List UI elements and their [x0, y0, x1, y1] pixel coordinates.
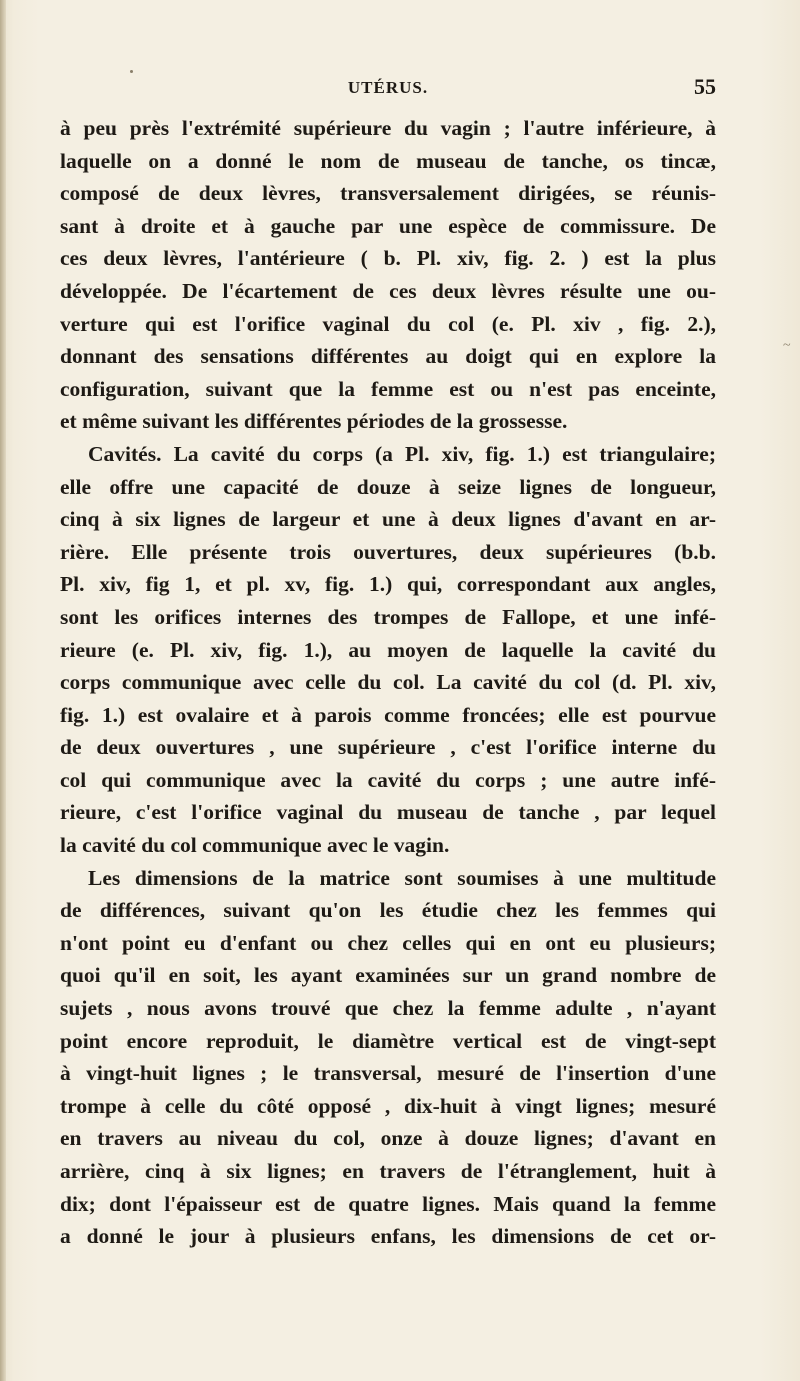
page-gutter	[0, 0, 6, 1381]
text-line: fig. 1.) est ovalaire et à parois comme froncées; elle est pourvue	[60, 702, 716, 727]
text-line: laquelle on a donné le nom de museau de tanche, os tincæ,	[60, 148, 716, 173]
text-line: rieure, c'est l'orifice vaginal du museau de tanche , par lequel	[60, 800, 716, 825]
text-line: n'ont point eu d'enfant ou chez celles qui en ont eu plusieurs;	[60, 930, 716, 955]
text-line: verture qui est l'orifice vaginal du col (e. Pl. xiv , fig. 2.),	[60, 311, 716, 336]
text-line: col qui communique avec la cavité du corps ; une autre infé-	[60, 767, 716, 792]
text-line: rière. Elle présente trois ouvertures, deux supérieures (b.b.	[60, 539, 716, 564]
text-line: à vingt-huit lignes ; le transversal, mesuré de l'insertion d'une	[60, 1061, 716, 1086]
text-line: dix; dont l'épaisseur est de quatre lignes. Mais quand la femme	[60, 1191, 716, 1216]
text-line: sujets , nous avons trouvé que chez la femme adulte , n'ayant	[60, 996, 716, 1021]
text-line: quoi qu'il en soit, les ayant examinées sur un grand nombre de	[60, 963, 716, 988]
body-text	[60, 112, 716, 1253]
text-line: la cavité du col communique avec le vagin.	[60, 833, 450, 858]
text-line: a donné le jour à plusieurs enfans, les dimensions de cet or-	[60, 1224, 716, 1249]
text-line: elle offre une capacité de douze à seize lignes de longueur,	[60, 474, 716, 499]
text-line: sant à droite et à gauche par une espèce de commissure. De	[60, 213, 716, 238]
page-number: 55	[694, 74, 716, 99]
page-header	[60, 72, 716, 108]
text-line: développée. De l'écartement de ces deux lèvres résulte une ou-	[60, 278, 716, 303]
text-line: en travers au niveau du col, onze à douze lignes; d'avant en	[60, 1126, 716, 1151]
text-line: cinq à six lignes de largeur et une à deux lignes d'avant en ar-	[60, 507, 716, 532]
text-line: de deux ouvertures , une supérieure , c'est l'orifice interne du	[60, 735, 716, 760]
text-line: donnant des sensations différentes au doigt qui en explore la	[60, 344, 716, 369]
text-line: sont les orifices internes des trompes de Fallope, et une infé-	[60, 604, 716, 629]
text-line: composé de deux lèvres, transversalement dirigées, se réunis-	[60, 181, 716, 206]
text-line: Les dimensions de la matrice sont soumises à une multitude	[88, 865, 716, 890]
text-line: ces deux lèvres, l'antérieure ( b. Pl. xiv, fig. 2. ) est la plus	[60, 246, 716, 271]
text-line: point encore reproduit, le diamètre vertical est de vingt-sept	[60, 1028, 716, 1053]
text-line: configuration, suivant que la femme est ou n'est pas enceinte,	[60, 376, 716, 401]
text-line: arrière, cinq à six lignes; en travers de l'étranglement, huit à	[60, 1159, 716, 1183]
text-line: de différences, suivant qu'on les étudie chez les femmes qui	[60, 898, 716, 923]
text-line: à peu près l'extrémité supérieure du vagin ; l'autre inférieure, à	[60, 116, 716, 140]
text-line: Cavités. La cavité du corps (a Pl. xiv, fig. 1.) est triangulaire;	[88, 441, 716, 466]
running-title: UTÉRUS.	[347, 78, 429, 97]
margin-mark: ~	[783, 338, 791, 353]
text-line: et même suivant les différentes périodes de la grossesse.	[60, 409, 568, 434]
text-line: rieure (e. Pl. xiv, fig. 1.), au moyen de laquelle la cavité du	[60, 637, 716, 662]
text-line: trompe à celle du côté opposé , dix-huit à vingt lignes; mesuré	[60, 1093, 716, 1118]
text-line: Pl. xiv, fig 1, et pl. xv, fig. 1.) qui, correspondant aux angles,	[60, 572, 716, 597]
text-line: corps communique avec celle du col. La cavité du col (d. Pl. xiv,	[60, 670, 716, 695]
